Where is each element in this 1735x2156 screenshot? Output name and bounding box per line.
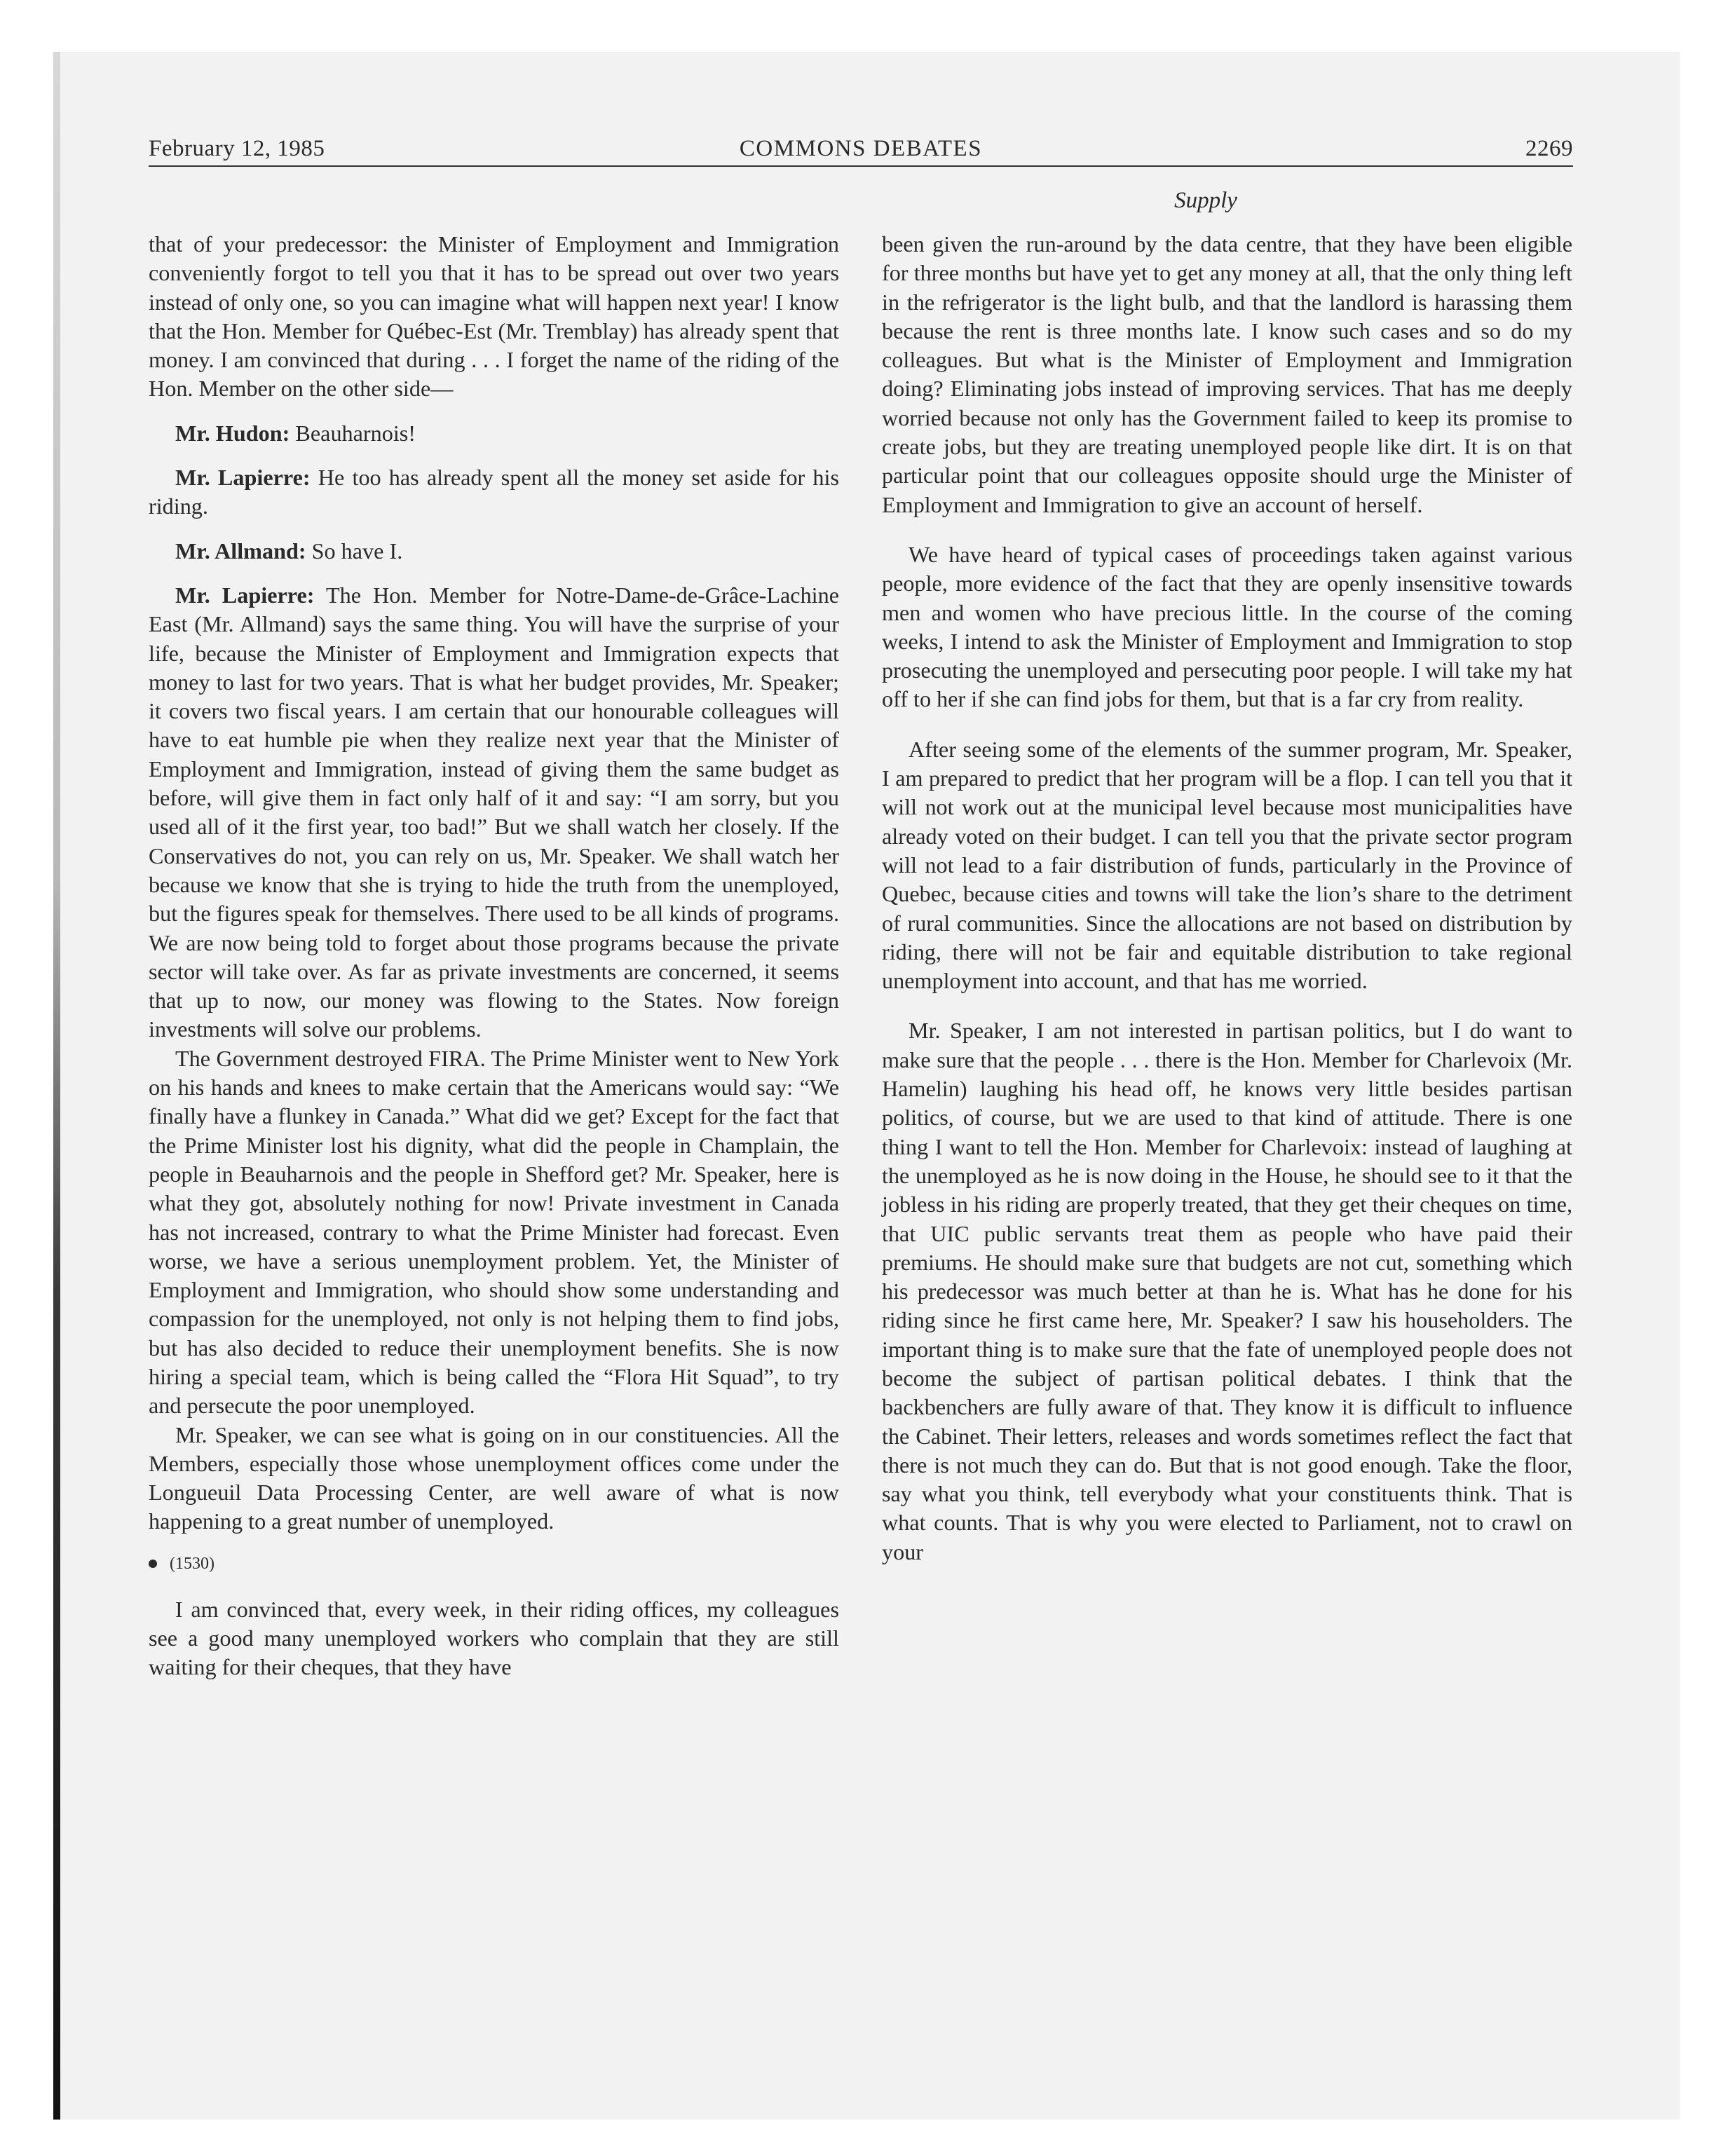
speaker-name: Mr. Lapierre: [175,582,315,608]
paragraph: I am convinced that, every week, in their riding offices, my colleagues see a good many unemployed workers who complain that they are still waiting for their cheques, that they have [149,1596,839,1680]
right-column [882,230,1572,1567]
time-marker [149,1553,839,1574]
paragraph: After seeing some of the elements of the summer program, Mr. Speaker, I am prepared to predict that her program will be a flop. I can tell you that it will not work out at the municipal level because most municipalities have already voted on their budget. I can tell you that the private sector program will not lead to a fair distribution of funds, particularly in the Province of Quebec, because cities and towns will take the lion’s share to the detriment of rural communities. Since the allocations are not based on distribution by riding, there will not be fair and equitable distribution to take regional unemployment into account, and that has me worried. [882,736,1572,994]
speaker-name: Mr. Lapierre: [175,465,311,491]
left-column [149,230,839,1682]
speech-text: He too has already spent all the money set aside for his riding. [149,465,839,519]
paragraph: Mr. Speaker, I am not interested in partisan politics, but I do want to make sure that the people . . . there is the Hon. Member for Charlevoix (Mr. Hamelin) laughing his head off, he knows very little besides partisan politics, of course, but we are used to that kind of attitude. There is one thing I want to tell the Hon. Member for Charlevoix: instead of laughing at the unemployed as he is now doing in the House, he should see to it that the jobless in his riding are properly treated, that they get their cheques on time, that UIC public servants treat them as people who have paid their premiums. He should make sure that budgets are not cut, something which his predecessor was much better at than he is. What has he done for his riding since he first came here, Mr. Speaker? I saw his householders. The important thing is to make sure that the fate of unemployed people does not become the subject of partisan political debates. I think that the backbenchers are fully aware of that. They know it is difficult to influence the Cabinet. Their letters, releases and words sometimes reflect the fact that there is not much they can do. But that is not good enough. Take the floor, say what you think, tell everybody what your constituents think. That is what counts. That is why you were elected to Parliament, not to crawl on your [882,1018,1572,1564]
paragraph: We have heard of typical cases of proceedings taken against various people, more evidence of the fact that they are openly insensitive towards men and women who have precious little. In the course of the coming weeks, I intend to ask the Minister of Employment and Immigration to stop prosecuting the unemployed and persecuting poor people. I will take my hat off to her if she can find jobs for them, but that is a far cry from reality. [882,541,1572,712]
speech-text: Beauharnois! [295,420,416,446]
bullet-icon [149,1560,157,1568]
running-head [149,135,1573,168]
speech-entry [149,419,839,448]
section-label: Supply [1174,188,1237,213]
speech-entry [149,463,839,521]
header-publication-title: COMMONS DEBATES [739,136,983,161]
speech-text: The Hon. Member for Notre-Dame-de-Grâce-Lachine East (Mr. Allmand) says the same thing. You will have the surprise of your life, because the Minister of Employment and Immigration expects that money to last for two years. That is what her budget provides, Mr. Speaker; it covers two fiscal years. I am certain that our honourable colleagues will have to eat humble pie when they realize next year that the Minister of Employment and Immigration, instead of giving them the same budget as before, will give them in fact only half of it and say: “I am sorry, but you used all of it the first year, too bad!” But we shall watch her closely. If the Conservatives do not, you can rely on us, Mr. Speaker. We shall watch her because we know that she is trying to hide the truth from the unemployed, but the figures speak for themselves. There used to be all kinds of programs. We are now being told to forget about those programs because the private sector will take over. As far as private investments are concerned, it seems that up to now, our money was flowing to the States. Now foreign investments will solve our problems. [149,582,840,1042]
speech-entry [149,537,839,566]
header-rule [149,165,1573,167]
paragraph: been given the run-around by the data centre, that they have been eligible for three months but have yet to get any money at all, that the only thing left in the refrigerator is the light bulb, and that the landlord is harassing them because the rent is three months late. I know such cases and so do my colleagues. But what is the Minister of Employment and Immigration doing? Eliminating jobs instead of improving services. That has me deeply worried because not only has the Government failed to keep its promise to create jobs, but they are treating unemployed people like dirt. It is on that particular point that our colleagues opposite should urge the Minister of Employment and Immigration to give an account of herself. [882,231,1572,517]
scan-binding-edge [53,52,60,2120]
paragraph: The Government destroyed FIRA. The Prime Minister went to New York on his hands and knees to make certain that the Americans would say: “We finally have a flunkey in Canada.” What did we get? Except for the fact that the Prime Minister lost his dignity, what did the people in Champlain, the people in Beauharnois and the people in Shefford get? Mr. Speaker, here is what they got, absolutely nothing for now! Private investment in Canada has not increased, contrary to what the Prime Minister had forecast. Even worse, we have a serious unemployment problem. Yet, the Minister of Employment and Immigration, who should show some understanding and compassion for the unemployed, not only is not helping them to find jobs, but has also decided to reduce their unemployment benefits. She is now hiring a special team, which is being called the “Flora Hit Squad”, to try and persecute the poor unemployed. [149,1045,839,1419]
speaker-name: Mr. Hudon: [175,420,290,446]
speech-text: So have I. [311,538,403,564]
speaker-name: Mr. Allmand: [175,538,306,564]
paragraph: that of your predecessor: the Minister of Employment and Immigration conveniently forgot to tell you that it has to be spread out over two years instead of only one, so you can imagine what will happen next year! I know that the Hon. Member for Québec-Est (Mr. Tremblay) has already spent that money. I am convinced that during . . . I forget the name of the riding of the Hon. Member on the other side— [149,231,839,402]
time-marker-text: (1530) [170,1554,215,1573]
paragraph: Mr. Speaker, we can see what is going on in our constituencies. All the Members, especially those whose unemployment offices come under the Longueuil Data Processing Center, are well aware of what is now happening to a great number of unemployed. [149,1421,839,1534]
speech-entry [149,581,839,1044]
header-page-number: 2269 [1525,136,1573,161]
header-date: February 12, 1985 [149,136,325,161]
